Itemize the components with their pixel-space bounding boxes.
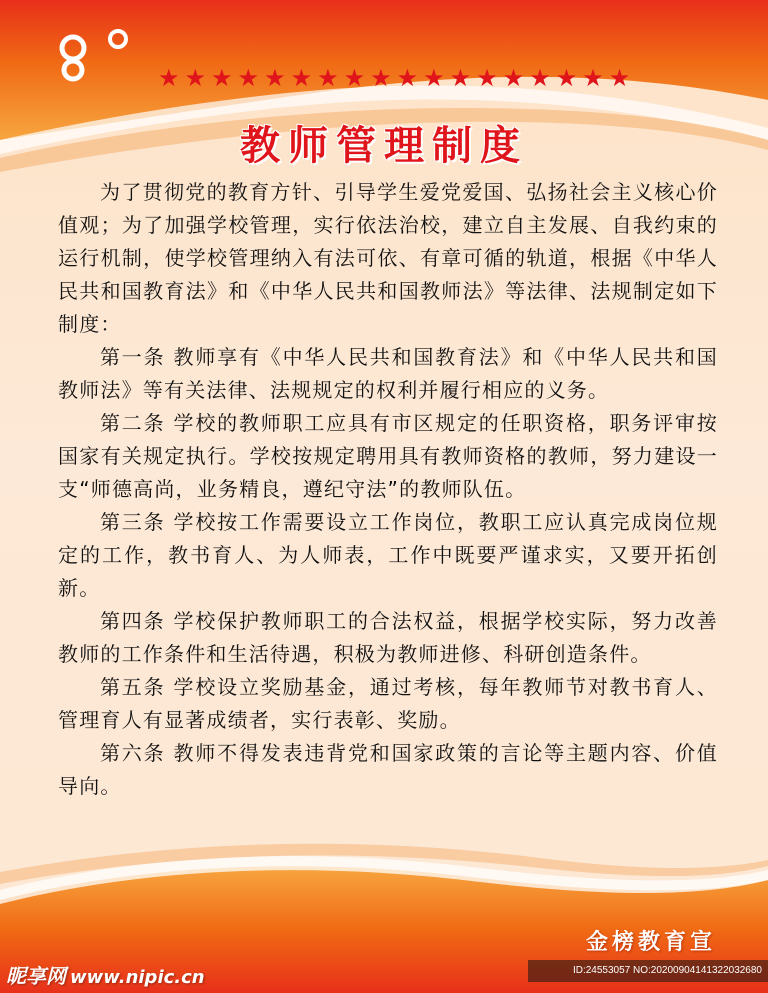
watermark-url: www.nipic.cn — [70, 967, 205, 988]
article-4-paragraph: 第四条 学校保护教师职工的合法权益，根据学校实际，努力改善教师的工作条件和生活待遇，积极为教师进修、科研创造条件。 — [58, 609, 718, 666]
intro-paragraph: 为了贯彻党的教育方针、引导学生爱党爱国、弘扬社会主义核心价值观；为了加强学校管理，实行依法治校，建立自主发展、自我约束的运行机制，使学校管理纳入有法可依、有章可循的轨道，根据《中华人民共和国教育法》和《中华人民共和国教师法》等法律、法规制定如下制度： — [58, 180, 718, 336]
article-2-paragraph: 第二条 学校的教师职工应具有市区规定的任职资格，职务评审按国家有关规定执行。学校按规定聘用具有教师资格的教师，努力建设一支“师德高尚，业务精良，遵纪守法”的教师队伍。 — [58, 411, 718, 501]
footer-brand: 金榜教育宣 — [585, 930, 716, 955]
article-5-paragraph: 第五条 学校设立奖励基金，通过考核，每年教师节对教书育人、管理育人有显著成绩者，实行表彰、奖励。 — [58, 675, 718, 732]
three-circles-logo-icon — [52, 26, 132, 86]
page-title: 教师管理制度 — [240, 123, 528, 169]
article-6-paragraph: 第六条 教师不得发表违背党和国家政策的言论等主题内容、价值导向。 — [58, 741, 718, 798]
article-3-paragraph: 第三条 学校按工作需要设立工作岗位，教职工应认真完成岗位规定的工作，教书育人、为人师表，工作中既要严谨求实，又要开拓创新。 — [58, 510, 718, 600]
article-1-paragraph: 第一条 教师享有《中华人民共和国教育法》和《中华人民共和国教师法》等有关法律、法规规定的权利并履行相应的义务。 — [58, 345, 718, 402]
regulation-body — [58, 176, 718, 803]
star-divider: ★★★★★★★★★★★★★★★★★★ — [158, 64, 636, 92]
watermark-site: 昵享网 — [6, 964, 66, 988]
watermark — [6, 960, 205, 989]
image-id-strip: ID:24553057 NO:20200904141322032680 — [528, 960, 768, 982]
